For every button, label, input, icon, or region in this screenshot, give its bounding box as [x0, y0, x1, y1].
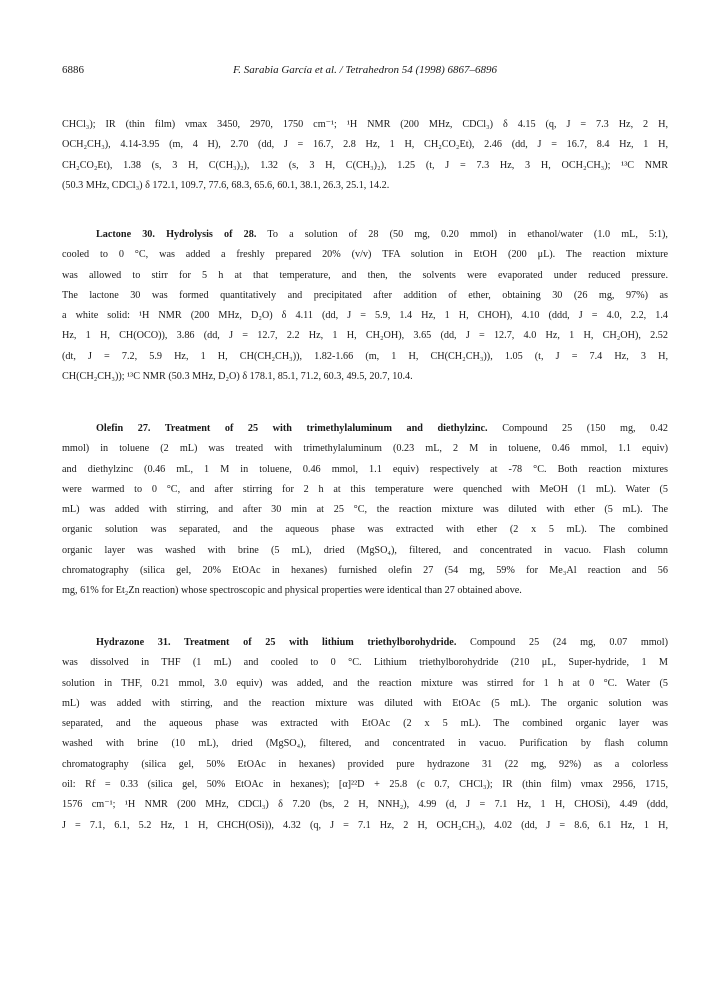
section-heading: Lactone 30. Hydrolysis of 28. — [96, 229, 257, 240]
text-line: The lactone 30 was formed quantitatively and precipitated after addition of ether, obtaining 30 (26 mg, 97%) as — [62, 289, 668, 301]
text-line: chromatography (silica gel, 50% EtOAc in hexanes) provided pure hydrazone 31 (22 mg, 92%) as a colorless — [62, 758, 668, 770]
text-line: was allowed to stirr for 5 h at that temperature, and then, the solvents were evaporated under reduced pressure. — [62, 269, 668, 281]
text-line: oil: Rf = 0.33 (silica gel, 50% EtOAc in hexanes); [α]²²D + 25.8 (c 0.7, CHCl₃); IR (thin film) νmax 2956, 1715, — [62, 779, 668, 791]
text-line: OCH₂CH₃), 4.14-3.95 (m, 4 H), 2.70 (dd, J = 16.7, 2.8 Hz, 1 H, CH₂CO₂Et), 2.46 (dd, J = 16.7, 8.4 Hz, 1 H, — [62, 139, 668, 151]
text-line: were warmed to 0 °C, and after stirring for 2 h at this temperature were quenched with MeOH (1 mL). Water (5 — [62, 483, 668, 495]
text-line: mg, 61% for Et₂Zn reaction) whose spectroscopic and physical properties were identical than 27 obtained above. — [62, 585, 522, 597]
text-line: mmol) in toluene (2 mL) was treated with trimethylaluminum (0.23 mL, 2 M in toluene, 0.46 mmol, 1.1 equiv) — [62, 443, 668, 455]
paragraph-hydrazone-31 — [62, 633, 668, 836]
text-line — [62, 633, 668, 653]
paragraph-spectral-data — [62, 115, 668, 196]
text-line: CH(CH₂CH₃)); ¹³C NMR (50.3 MHz, D₂O) δ 178.1, 85.1, 71.2, 60.3, 49.5, 20.7, 10.4. — [62, 371, 413, 383]
text-run: Compound 25 (24 mg, 0.07 mmol) — [470, 637, 669, 648]
text-run: To a solution of 28 (50 mg, 0.20 mmol) in ethanol/water (1.0 mL, 5:1), — [267, 229, 668, 240]
running-title: F. Sarabia García et al. / Tetrahedron 54 (1998) 6867–6896 — [232, 64, 498, 76]
text-line: 1576 cm⁻¹; ¹H NMR (200 MHz, CDCl₃) δ 7.20 (bs, 2 H, NNH₂), 4.99 (d, J = 7.1 Hz, 1 H, CHOSi), 4.49 (ddd, — [62, 799, 668, 811]
section-heading: Olefin 27. Treatment of 25 with trimethylaluminum and diethylzinc. — [96, 423, 488, 434]
text-line: organic solution was separated, and the aqueous phase was extracted with ether (2 x 5 mL). The combined — [62, 524, 668, 536]
text-line: and diethylzinc (0.46 mL, 1 M in toluene, 0.46 mmol, 1.1 equiv) respectively at -78 °C. Both reaction mixtures — [62, 463, 668, 475]
text-line: was dissolved in THF (1 mL) and cooled to 0 °C. Lithium triethylborohydride (210 μL, Super-hydride, 1 M — [62, 657, 668, 669]
text-line: organic layer was washed with brine (5 mL), dried (MgSO₄), filtered, and concentrated in vacuo. Flash column — [62, 544, 668, 556]
text-line: a white solid: ¹H NMR (200 MHz, D₂O) δ 4.11 (dd, J = 5.9, 1.4 Hz, 1 H, CHOH), 4.10 (ddd, J = 4.0, 2.2, 1.4 — [62, 310, 668, 322]
text-line: Hz, 1 H, CH(OCO)), 3.86 (dd, J = 12.7, 2.2 Hz, 1 H, CH₂OH), 3.65 (dd, J = 12.7, 4.0 Hz, 1 H, CH₂OH), 2.52 — [62, 330, 668, 342]
text-line: cooled to 0 °C, was added a freshly prepared 20% (v/v) TFA solution in EtOH (200 μL). The reaction mixture — [62, 249, 668, 261]
text-line: J = 7.1, 6.1, 5.2 Hz, 1 H, CHCH(OSi)), 4.32 (q, J = 7.1 Hz, 2 H, OCH₂CH₃), 4.02 (dd, J = 8.6, 6.1 Hz, 1 H, — [62, 819, 668, 831]
text-line — [62, 225, 668, 245]
text-line: (dt, J = 7.2, 5.9 Hz, 1 H, CH(CH₂CH₃)), 1.82-1.66 (m, 1 H, CH(CH₂CH₃)), 1.05 (t, J = 7.4 Hz, 3 H, — [62, 350, 668, 362]
page-number: 6886 — [62, 64, 84, 76]
text-line: solution in THF, 0.21 mmol, 3.0 equiv) was added, and the reaction mixture was stirred for 1 h at 0 °C. Water (5 — [62, 677, 668, 689]
text-line: mL) was added with stirring, and the reaction mixture was diluted with EtOAc (5 mL). The organic solution was — [62, 697, 668, 709]
section-heading: Hydrazone 31. Treatment of 25 with lithium triethylborohydride. — [96, 637, 457, 648]
text-line: CHCl₃); IR (thin film) νmax 3450, 2970, 1750 cm⁻¹; ¹H NMR (200 MHz, CDCl₃) δ 4.15 (q, J = 7.3 Hz, 2 H, — [62, 119, 668, 130]
text-line: CH₂CO₂Et), 1.38 (s, 3 H, C(CH₃)₂), 1.32 (s, 3 H, C(CH₃)₂), 1.25 (t, J = 7.3 Hz, 3 H, OCH₂CH₃); ¹³C NMR — [62, 159, 668, 171]
text-line: washed with brine (10 mL), dried (MgSO₄), filtered, and concentrated in vacuo. Purification by flash column — [62, 738, 668, 750]
text-line: (50.3 MHz, CDCl₃) δ 172.1, 109.7, 77.6, 68.3, 65.6, 60.1, 38.1, 26.3, 25.1, 14.2. — [62, 179, 390, 191]
paragraph-lactone-30 — [62, 225, 668, 387]
text-line: separated, and the aqueous phase was extracted with EtOAc (2 x 5 mL). The combined organic layer was — [62, 718, 668, 730]
text-line: chromatography (silica gel, 20% EtOAc in hexanes) furnished olefin 27 (54 mg, 59% for Me₃Al reaction and 56 — [62, 565, 668, 577]
page-header — [62, 64, 668, 80]
paragraph-olefin-27 — [62, 419, 668, 602]
text-line — [62, 419, 668, 439]
text-line: mL) was added with stirring, and after 30 min at 25 °C, the reaction mixture was diluted with ether (5 mL). The — [62, 504, 668, 516]
text-run: Compound 25 (150 mg, 0.42 — [502, 423, 668, 434]
